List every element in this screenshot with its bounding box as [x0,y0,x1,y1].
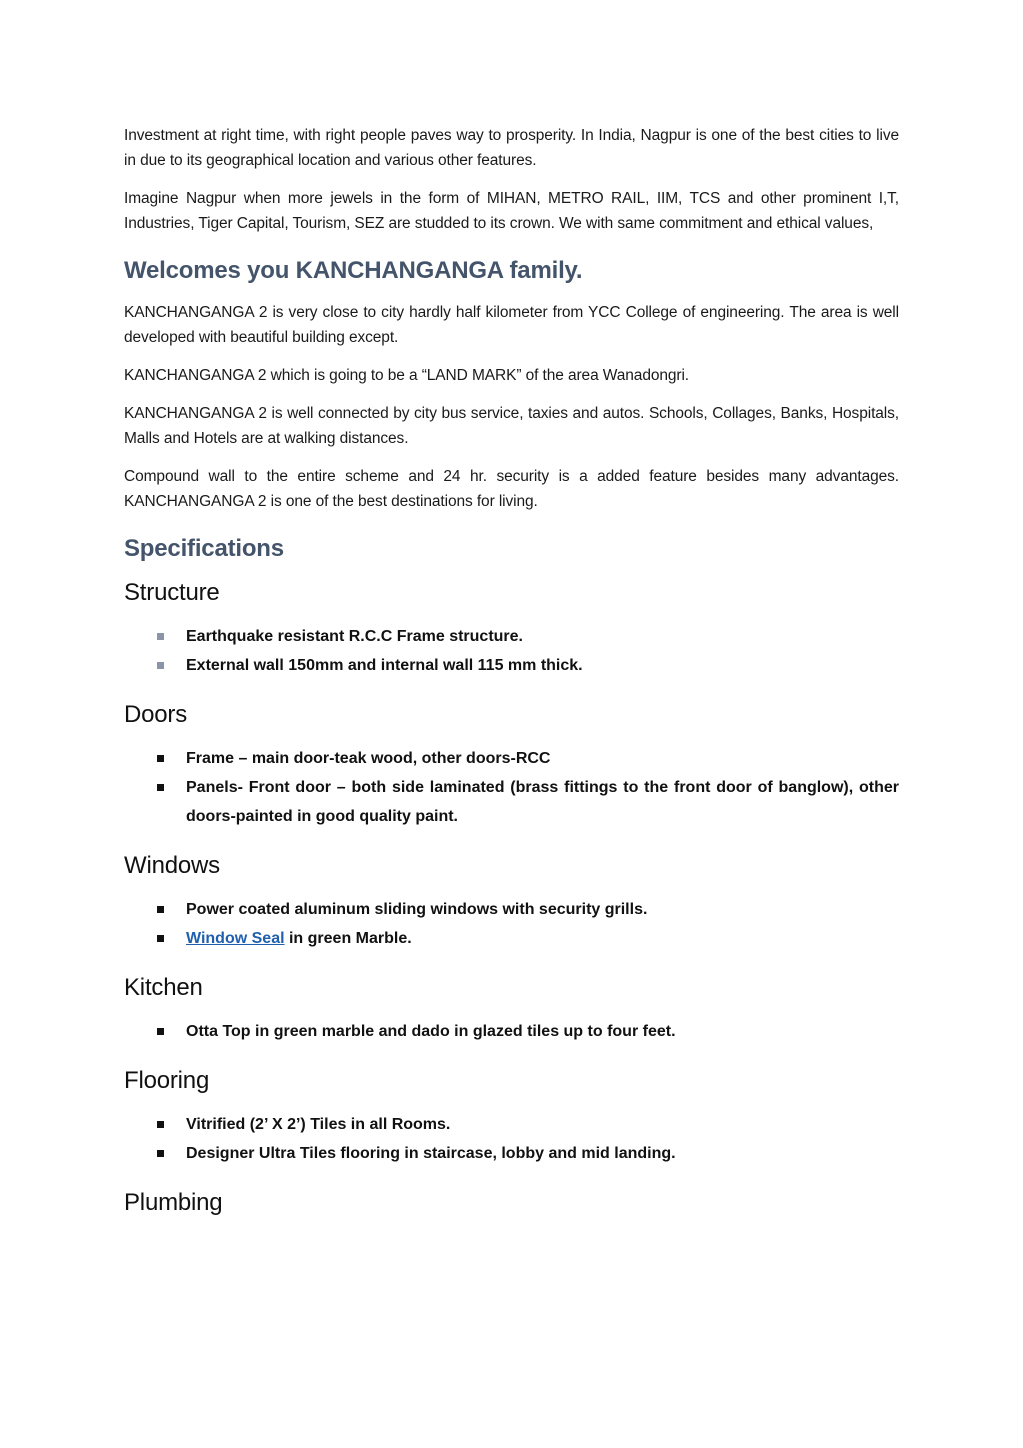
square-bullet-icon [157,1028,164,1035]
doors-list [124,744,899,831]
square-bullet-icon [157,784,164,791]
window-seal-link[interactable]: Window Seal [186,930,285,947]
flooring-list [124,1110,899,1168]
list-item: Otta Top in green marble and dado in glazed tiles up to four feet. [124,1017,899,1046]
square-bullet-icon [157,662,164,669]
welcome-heading: Welcomes you KANCHANGANGA family. [124,257,583,284]
list-item: Power coated aluminum sliding windows with security grills. [124,895,899,924]
flooring-heading: Flooring [124,1067,210,1094]
square-bullet-icon [157,1121,164,1128]
doors-heading: Doors [124,701,188,728]
kitchen-heading: Kitchen [124,974,203,1001]
list-item: Earthquake resistant R.C.C Frame structure. [124,622,899,651]
windows-heading: Windows [124,852,220,879]
windows-list [124,895,899,953]
structure-heading: Structure [124,579,220,606]
welcome-paragraph-4: Compound wall to the entire scheme and 24 hr. security is a added feature besides many advantages. KANCHANGANGA 2 is one of the best destinations for living. [124,468,899,510]
square-bullet-icon [157,755,164,762]
square-bullet-icon [157,906,164,913]
welcome-paragraph-2: KANCHANGANGA 2 which is going to be a “LAND MARK” of the area Wanadongri. [124,367,690,384]
square-bullet-icon [157,1150,164,1157]
list-item: External wall 150mm and internal wall 115 mm thick. [124,651,899,680]
specifications-heading: Specifications [124,535,284,562]
list-item: Frame – main door-teak wood, other doors-RCC [124,744,899,773]
plumbing-heading: Plumbing [124,1189,223,1216]
intro-paragraph-2: Imagine Nagpur when more jewels in the form of MIHAN, METRO RAIL, IIM, TCS and other prominent I,T, Industries, Tiger Capital, Tourism, SEZ are studded to its crown. We with same commitment and ethical values, [124,190,899,232]
square-bullet-icon [157,935,164,942]
welcome-paragraph-1: KANCHANGANGA 2 is very close to city hardly half kilometer from YCC College of engineering. The area is well developed with beautiful building except. [124,304,899,346]
list-item: Vitrified (2’ X 2’) Tiles in all Rooms. [124,1110,899,1139]
intro-paragraph-1: Investment at right time, with right people paves way to prosperity. In India, Nagpur is one of the best cities to live in due to its geographical location and various other features. [124,127,899,169]
kitchen-list [124,1017,899,1046]
document-page [124,123,899,1232]
list-item: Designer Ultra Tiles flooring in staircase, lobby and mid landing. [124,1139,899,1168]
square-bullet-icon [157,633,164,640]
list-item: Panels- Front door – both side laminated (brass fittings to the front door of banglow), other doors-painted in good quality paint. [124,773,899,831]
welcome-paragraph-3: KANCHANGANGA 2 is well connected by city bus service, taxies and autos. Schools, Collages, Banks, Hospitals, Malls and Hotels are at walking distances. [124,405,899,447]
list-item: Window Seal in green Marble. [124,924,899,953]
structure-list [124,622,899,680]
